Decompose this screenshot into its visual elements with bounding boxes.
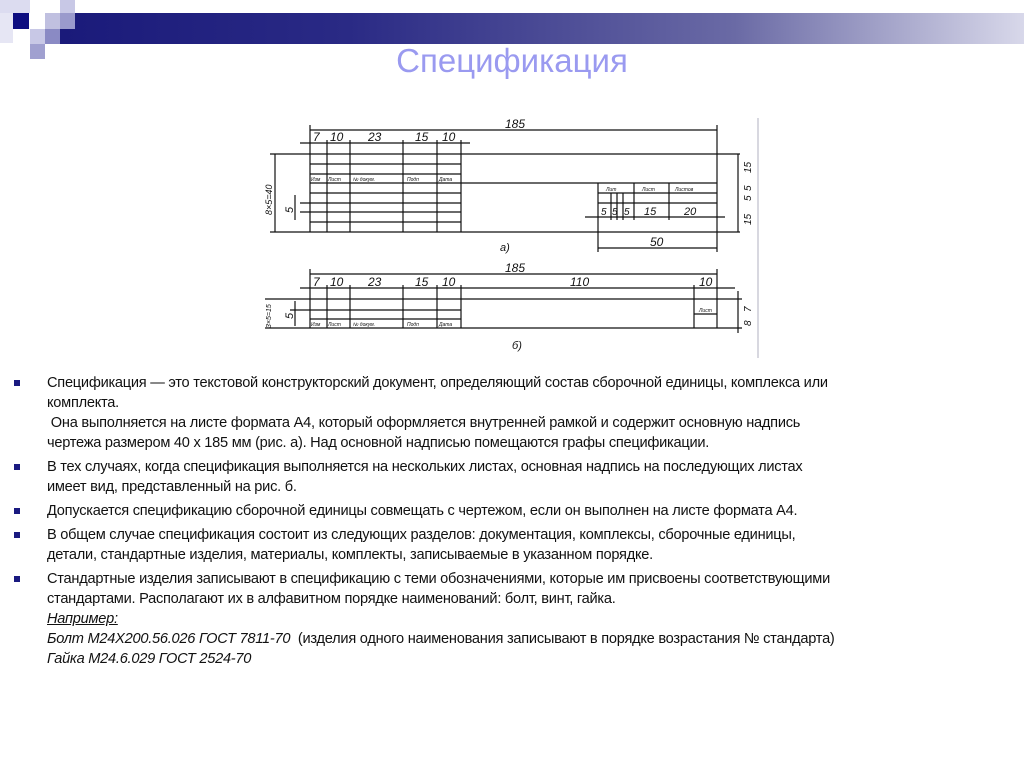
bullet-square-icon <box>14 380 20 386</box>
column-header: № докум. <box>353 322 376 328</box>
column-header: № докум. <box>353 177 376 183</box>
bullet-item <box>0 501 1024 521</box>
dim-label: 5 <box>601 207 607 218</box>
drawing-a <box>270 125 740 252</box>
dim-label: 15 <box>415 130 429 144</box>
dim-185-a: 185 <box>505 117 526 131</box>
dim-label: 10 <box>442 275 456 289</box>
dim-label: 15 <box>644 206 657 218</box>
dim-label: 8 <box>743 320 754 326</box>
decor-square <box>60 13 75 29</box>
title-block-drawing <box>260 115 760 360</box>
bullet-text: Спецификация — это текстовой конструкторский документ, определяющий состав сборочной единицы, комплекса или <box>47 375 828 391</box>
dim-label: 15 <box>743 213 754 225</box>
bullet-text: имеет вид, представленный на рис. б. <box>47 479 297 495</box>
column-header: Лит <box>606 187 617 193</box>
bullet-item <box>0 373 1024 453</box>
dim-label: 5 <box>284 206 296 213</box>
decor-square <box>45 13 60 29</box>
slide-title: Спецификация <box>396 42 628 79</box>
column-header: Лист <box>642 187 655 193</box>
dim-label: 10 <box>442 130 456 144</box>
dim-label: 10 <box>330 275 344 289</box>
dim-label: 5 <box>612 207 618 218</box>
bullet-square-icon <box>14 508 20 514</box>
dim-label: 23 <box>368 275 382 289</box>
column-header: Лист <box>328 177 341 183</box>
dim-label: 8×5=40 <box>264 184 274 215</box>
bullet-text: чертежа размером 40 х 185 мм (рис. а). Над основной надписью помещаются графы спецификации. <box>47 435 710 451</box>
dim-label: 5 <box>743 195 754 201</box>
bullet-item <box>0 525 1024 565</box>
bullet-text: Стандартные изделия записывают в спецификацию с теми обозначениями, которые им присвоены соответствующими <box>47 571 830 587</box>
bullet-text: комплекта. <box>47 395 119 411</box>
example-nut: Гайка М24.6.029 ГОСТ 2524-70 <box>47 651 252 667</box>
example-label: Например: <box>47 611 118 627</box>
decor-square <box>60 0 75 13</box>
dim-label: 15 <box>743 161 754 173</box>
dim-label: 7 <box>313 275 320 289</box>
dim-label: 7 <box>313 130 320 144</box>
column-header: Дата <box>439 322 453 328</box>
dim-label: 3×5=15 <box>266 304 273 328</box>
bullet-text: В тех случаях, когда спецификация выполняется на нескольких листах, основная надпись на последующих листах <box>47 459 803 475</box>
bullet-item <box>0 569 1024 669</box>
bullet-item <box>0 457 1024 497</box>
dim-label: 5 <box>624 207 630 218</box>
bullet-list <box>0 373 1024 673</box>
column-header: Подп <box>407 322 419 328</box>
dim-label: 15 <box>415 275 429 289</box>
dim-label: 5 <box>284 312 296 319</box>
dim-label: 50 <box>650 235 664 249</box>
column-header: Лист <box>328 322 341 328</box>
column-header: Изм <box>311 177 321 183</box>
decor-square <box>13 13 29 29</box>
bullet-text: Она выполняется на листе формата А4, который оформляется внутренней рамкой и содержит основную надпись <box>47 415 801 431</box>
example-note: (изделия одного наименования записывают в порядке возрастания № стандарта) <box>290 631 835 647</box>
bullet-text: стандартами. Располагают их в алфавитном порядке наименований: болт, винт, гайка. <box>47 591 616 607</box>
column-header: Дата <box>439 177 453 183</box>
column-header: Подп <box>407 177 419 183</box>
bullet-square-icon <box>14 532 20 538</box>
dim-label: 10 <box>330 130 344 144</box>
dim-label: 20 <box>684 206 697 218</box>
column-header: Изм <box>311 322 321 328</box>
image-edge <box>757 118 759 358</box>
bullet-text: детали, стандартные изделия, материалы, комплекты, записываемые в указанном порядке. <box>47 547 653 563</box>
bullet-square-icon <box>14 576 20 582</box>
bullet-square-icon <box>14 464 20 470</box>
dim-label: 7 <box>743 306 754 312</box>
dim-label: 10 <box>699 275 713 289</box>
bullet-text: В общем случае спецификация состоит из следующих разделов: документация, комплексы, сборочные единицы, <box>47 527 796 543</box>
dim-label: 185 <box>505 261 526 275</box>
dim-label: 110 <box>570 275 590 289</box>
column-header: Лист <box>699 308 712 314</box>
figure-caption: а) <box>500 242 510 254</box>
dimension-labels <box>264 117 754 352</box>
example-bolt: Болт М24Х200.56.026 ГОСТ 7811-70 <box>47 631 291 647</box>
header-gradient-bar <box>60 13 1024 44</box>
column-header: Листов <box>675 187 694 193</box>
dim-label: 5 <box>743 185 754 191</box>
bullet-text: Допускается спецификацию сборочной единицы совмещать с чертежом, если он выполнен на листе формата А4. <box>47 503 798 519</box>
decor-square <box>0 0 30 13</box>
dim-label: 23 <box>368 130 382 144</box>
figure-caption: б) <box>512 340 522 352</box>
decor-square <box>0 13 13 43</box>
